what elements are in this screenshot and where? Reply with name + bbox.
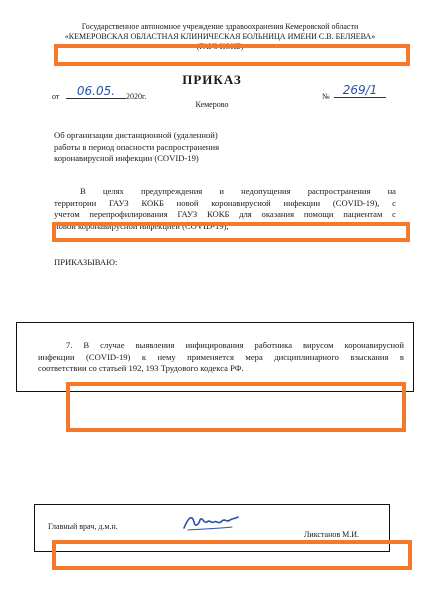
org-name-line-1: Государственное автономное учреждение здравоохранения Кемеровской области (81, 22, 359, 31)
preamble-line: новой коронавирусной инфекцией (COVID-19), (54, 220, 229, 231)
subject-line: работы в период опасности распространения (54, 141, 220, 152)
org-name-line-2: «КЕМЕРОВСКАЯ ОБЛАСТНАЯ КЛИНИЧЕСКАЯ БОЛЬНИЦА ИМЕНИ С.В. БЕЛЯЕВА» (64, 32, 376, 41)
redaction-box (52, 540, 412, 570)
subject-line: коронавирусной инфекции (COVID-19) (54, 153, 199, 163)
clause-line: соответствии со статьей 192, 193 Трудового кодекса РФ. (38, 363, 244, 373)
redaction-box (52, 222, 410, 242)
subject-line: Об организации дистанционной (удаленной) (54, 130, 218, 140)
signatory-name: Ликстанов М.И. (304, 530, 360, 539)
date-handwritten: 06.05. (66, 84, 126, 99)
preamble-line: В целях предупреждения и недопущения распространения на (80, 186, 396, 196)
clause-7 (28, 340, 404, 375)
order-number-handwritten: 269/1 (334, 83, 386, 98)
signatory-position: Главный врач, д.м.н. (48, 522, 118, 531)
preamble-line: учетом перепрофилирования ГАУЗ КОКБ для оказания помощи пациентам с (54, 209, 396, 219)
redaction-box (66, 382, 406, 432)
order-subject (54, 130, 294, 165)
clause-line: 7. В случае выявления инфицирования работника вирусом коронавирусной (66, 340, 404, 350)
date-year: 2020г. (126, 92, 147, 101)
preamble-line: территории ГАУЗ КОКБ новой коронавирусной инфекции (COVID-19), с (54, 197, 396, 208)
date-prefix: от (52, 92, 60, 101)
number-sign: № (322, 92, 330, 101)
city: Кемерово (195, 100, 229, 109)
clause-line: инфекции (COVID-19) к нему применяется мера дисциплинарного взыскания в (38, 351, 404, 362)
decree-word: ПРИКАЗЫВАЮ: (54, 257, 118, 267)
redaction-box (54, 44, 410, 66)
handwritten-signature (180, 510, 242, 534)
document-title: ПРИКАЗ (182, 72, 242, 87)
org-abbreviation: (ГАУЗ КОКБ) (196, 42, 244, 51)
